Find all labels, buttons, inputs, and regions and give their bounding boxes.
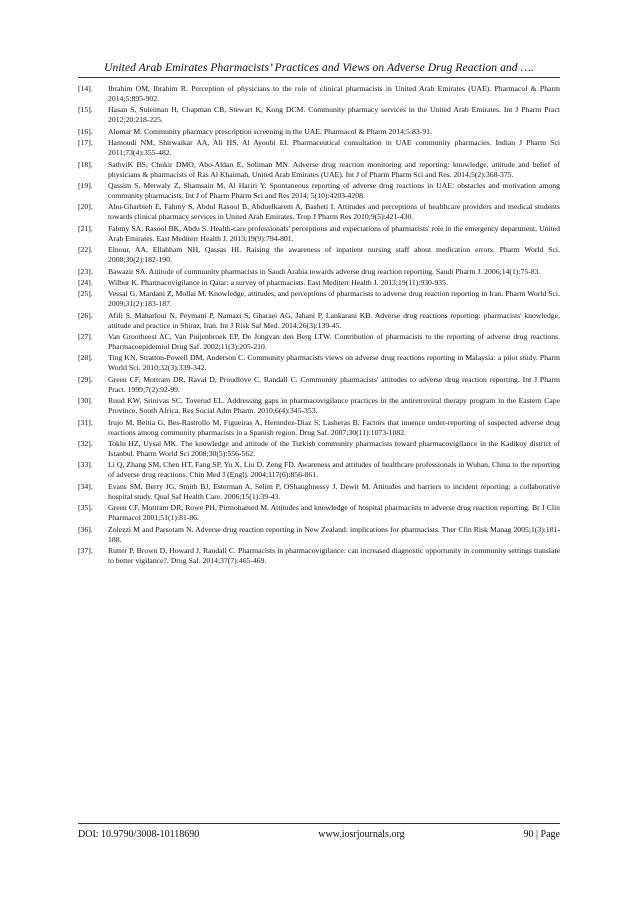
reference-item — [78, 375, 560, 395]
reference-number: [31]. — [78, 417, 93, 427]
reference-item — [78, 224, 560, 244]
reference-number: [37]. — [78, 545, 93, 555]
reference-text: Hamoudi NM, Shirwaikar AA, Ali HS, Al Ayoubi EI. Pharmaceutical consultation in UAE community pharmacies. Indian J Pharm Sci 2011;73(4):355-482. — [108, 138, 560, 158]
reference-text: Li Q, Zhang SM, Chen HT, Fang SP, Yu X, Liu D, Zeng FD. Awareness and attitudes of healthcare professionals in Wuhan, China to the reporting of adverse drug reactions. Chin Med J (Engl). 2004;117(6):856-861. — [108, 460, 560, 480]
reference-number: [25]. — [78, 289, 93, 299]
reference-item — [78, 105, 560, 125]
reference-text: Evans SM, Berry JG, Smith BJ, Esterman A, Selim P, OShaughnessy J, Dewit M. Attitudes and barriers to incident reporting: a collaborative hospital study. Qual Saf Health Care. 2006;15(1):39-43. — [108, 481, 560, 501]
reference-item — [78, 503, 560, 523]
reference-item — [78, 267, 560, 277]
reference-item — [78, 439, 560, 459]
running-header: United Arab Emirates Pharmacists’ Practices and Views on Adverse Drug Reaction and …. — [104, 62, 534, 74]
reference-item — [78, 460, 560, 480]
reference-number: [23]. — [78, 266, 93, 276]
reference-number: [30]. — [78, 396, 93, 406]
reference-number: [34]. — [78, 481, 93, 491]
reference-text: Qassim S, Metwaly Z, Shamsain M, Al Hariri Y. Spontaneous reporting of adverse drug reactions in UAE: obstacles and motivation among community pharmacists. Int J of Pharm Pharm Sci and Res 2014; 5(10):4203-4208. — [108, 180, 560, 200]
reference-text: Vessal G, Mardani Z, Mollai M. Knowledge, attitudes, and perceptions of pharmacists to adverse drug reaction reporting in Iran. Pharm World Sci. 2009;31(2):183-187. — [108, 289, 560, 309]
reference-text: Green CF, Mottram DR, Raval D, Proudlove C, Randall C. Community pharmacists' attitudes to adverse drug reaction reporting. Int J Pharm Pract. 1999;7(2):92-99. — [108, 374, 560, 394]
footer-divider — [78, 823, 560, 824]
reference-number: [15]. — [78, 105, 93, 115]
reference-number: [35]. — [78, 503, 93, 513]
reference-item — [78, 127, 560, 137]
reference-item — [78, 525, 560, 545]
reference-item — [78, 311, 560, 331]
reference-item — [78, 160, 560, 180]
reference-item — [78, 84, 560, 104]
reference-text: Rutter P, Brown D, Howard J, Randall C. Pharmacists in pharmacovigilance: can increased diagnostic opportunity in community settings translate to better vigilance?. Drug Saf. 2014;37(7):465-469. — [108, 545, 560, 565]
reference-number: [29]. — [78, 374, 93, 384]
reference-text: Ruud KW, Srinivas SC, Toverud EL. Addressing gaps in pharmacovigilance practices in the antiretroviral therapy program in the Eastern Cape Province, South Africa. Res Social Adm Pharm. 2010;6(4):345-353. — [108, 396, 560, 416]
reference-text: Fahmy SA, Rasool BK, Abdu S. Health-care professionals' perceptions and expectations of pharmacists' role in the emergency department, United Arab Emirates. East Mediterr Health J. 2013;19(9):794-801. — [108, 223, 560, 243]
reference-number: [20]. — [78, 202, 93, 212]
reference-number: [14]. — [78, 84, 93, 93]
reference-text: Toklu HZ, Uysal MK. The knowledge and attitude of the Turkish community pharmacists toward pharmacovigilance in the Kadikoy district of Istanbul. Pharm World Sci 2008;30(5):556-562. — [108, 439, 560, 459]
reference-text: Ting KN, Stratton-Powell DM, Anderson C. Community pharmacists views on adverse drug reactions reporting in Malaysia: a pilot study. Pharm World Sci. 2010;32(3):339-342. — [108, 353, 560, 373]
footer-doi: DOI: 10.9790/3008-10118690 — [78, 829, 200, 840]
reference-text: Elnour, AA, Ellahham NH, Qassas HI. Raising the awareness of inpatient nursing staff about medication errors. Pharm World Sci. 2008;30(2):182-190. — [108, 245, 560, 265]
reference-number: [19]. — [78, 180, 93, 190]
reference-item — [78, 202, 560, 222]
reference-number: [33]. — [78, 460, 93, 470]
reference-item — [78, 418, 560, 438]
reference-number: [18]. — [78, 159, 93, 169]
reference-text: Irujo M, Beitia G, Bes-Rastrollo M, Figueiras A, Hernndez-Diaz S, Lasheras B. Factors that inuence under-reporting of suspected adverse drug reactions among community pharmacists in a Spanish region. Drug Saf. 2007;30(11):1073-1082. — [108, 417, 560, 437]
reference-text: Zolezzi M and Parsotam N. Adverse drug reaction reporting in New Zealand: implications for pharmacists. Ther Clin Risk Manag 2005;1(3):181-188. — [108, 524, 560, 544]
reference-number: [16]. — [78, 126, 93, 136]
reference-item — [78, 353, 560, 373]
reference-text: Hasan S, Suleiman H, Chapman CB, Stewart K, Kong DCM. Community pharmacy services in the United Arab Emirates. Int J Pharm Pract 2012;20:218-225. — [108, 105, 560, 125]
reference-number: [36]. — [78, 524, 93, 534]
reference-item — [78, 482, 560, 502]
reference-number: [21]. — [78, 223, 93, 233]
reference-text: Abu-Gharbieh E, Fahmy S, Abdul Rasool B, Abduelkarem A, Basheti I. Attitudes and perceptions of healthcare providers and medical students towards clinical pharmacy services in United Arab Emirates. Trop J Pharm Res 2010;9(5):421-430. — [108, 202, 560, 222]
reference-text: Van Grootheest AC, Van Puijenbroek EP, De Jongvan den Berg LTW. Contribution of pharmacists to the reporting of adverse drug reactions. Pharmacoepidemiol Drug Saf. 2002;11(3):205-210. — [108, 332, 560, 352]
footer-website: www.iosrjournals.org — [318, 829, 405, 840]
reference-number: [22]. — [78, 245, 93, 255]
reference-text: Ibrahim OM, Ibrahim R. Perception of physicians to the role of clinical pharmacists in United Arab Emirates (UAE). Pharmacol & Pharm 2014;5:895-902. — [108, 84, 560, 103]
reference-text: Afifi S, Maharloui N, Peymani P, Namazi S, Gharaei AG, Jahani P, Lankarani KB. Adverse drug reactions reporting: pharmacists' knowledge, attitude and practice in Shiraz, Iran. Int J Risk Saf Med. 2014;26(3):139-45. — [108, 310, 560, 330]
reference-text: Wilbur K. Pharmacovigilance in Qatar: a survey of pharmacists. East Mediterr Health J. 2013;19(11):930-935. — [108, 277, 448, 287]
reference-item — [78, 289, 560, 309]
reference-list — [78, 84, 560, 567]
reference-item — [78, 138, 560, 158]
reference-text: Bawazir SA. Attitude of community pharmacists in Saudi Arabia towards adverse drug reaction reporting. Saudi Pharm J. 2006;14(1):75-83. — [108, 266, 541, 276]
reference-item — [78, 396, 560, 416]
reference-text: Green CF, Mottram DR, Rowe PH, Pirmohamed M. Attitudes and knowledge of hospital pharmacists to adverse drug reaction reporting. Br J Clin Pharmacol 2001;51(1):81-86. — [108, 503, 560, 523]
reference-item — [78, 181, 560, 201]
reference-item — [78, 332, 560, 352]
reference-item — [78, 546, 560, 566]
reference-number: [24]. — [78, 277, 93, 287]
reference-number: [27]. — [78, 332, 93, 342]
reference-text: Alomar M. Community pharmacy prescription screening in the UAE. Pharmacol & Pharm 2014;5:83-91. — [108, 126, 432, 136]
reference-number: [17]. — [78, 138, 93, 148]
page-footer — [78, 829, 560, 840]
footer-page-number: 90 | Page — [523, 829, 560, 840]
reference-number: [32]. — [78, 439, 93, 449]
reference-item — [78, 245, 560, 265]
reference-item — [78, 278, 560, 288]
reference-text: SathviK BS, Chukir DMO, Abo-Aldan E, Soliman MN. Adverse drug reaction monitoring and reporting: knowledge, attitude and belief of physicians & pharmacists of Ras Al Khaimah, United Arab Emirates (UAE). Int J of Pharm Pharm Sci and Res. 2014;5(2):368-375. — [108, 159, 560, 179]
reference-number: [26]. — [78, 310, 93, 320]
header-divider — [78, 77, 560, 78]
reference-number: [28]. — [78, 353, 93, 363]
